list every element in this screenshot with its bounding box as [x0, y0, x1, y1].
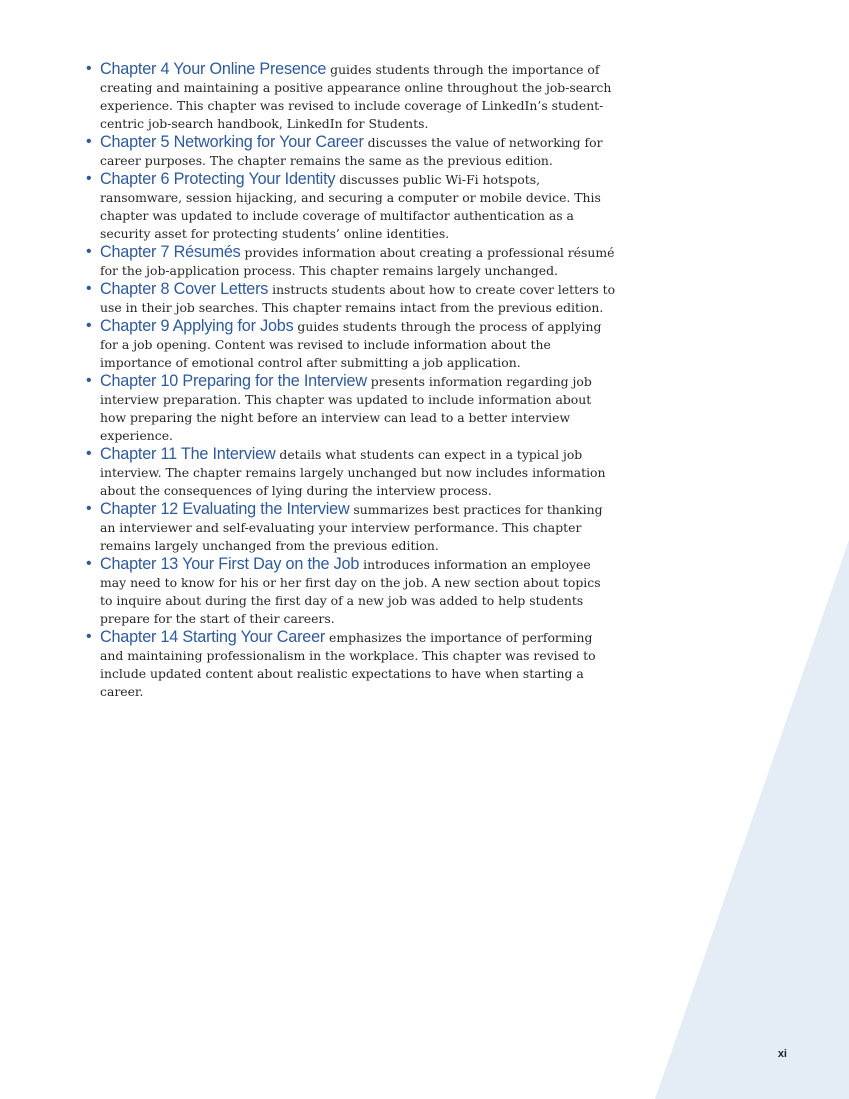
bullet-icon: • — [86, 317, 92, 334]
chapter-title: Chapter 7 Résumés — [100, 243, 241, 261]
list-item — [86, 243, 616, 280]
chapter-description: discusses public Wi-Fi hotspots, ransomware, session hijacking, and securing a computer or mobile device. This chapter was updated to include coverage of multifactor authentication as a security asset for protecting students’ online identities. — [100, 172, 601, 241]
chapter-description: guides students through the importance of creating and maintaining a positive appearance online throughout the job-search experience. This chapter was revised to include coverage of LinkedIn’s student-centric job-search handbook, LinkedIn for Students. — [100, 62, 612, 131]
list-item — [86, 372, 616, 445]
chapter-description: introduces information an employee may need to know for his or her first day on the job. A new section about topics to inquire about during the first day of a new job was added to help students prepare for the start of their careers. — [100, 557, 601, 626]
chapter-summary-section — [86, 60, 616, 701]
bullet-icon: • — [86, 60, 92, 77]
bullet-icon: • — [86, 372, 92, 389]
chapter-description: discusses the value of networking for career purposes. The chapter remains the same as the previous edition. — [100, 135, 603, 168]
list-item — [86, 170, 616, 243]
bullet-icon: • — [86, 170, 92, 187]
list-item — [86, 445, 616, 500]
chapter-title: Chapter 13 Your First Day on the Job — [100, 555, 360, 573]
chapter-description: summarizes best practices for thanking an interviewer and self-evaluating your interview performance. This chapter remains largely unchanged from the previous edition. — [100, 502, 603, 553]
list-item — [86, 60, 616, 133]
list-item — [86, 133, 616, 170]
page-number: xi — [777, 1048, 787, 1060]
chapter-title: Chapter 4 Your Online Presence — [100, 60, 327, 78]
list-item — [86, 555, 616, 628]
bullet-icon: • — [86, 500, 92, 517]
chapter-title: Chapter 11 The Interview — [100, 445, 276, 463]
list-item — [86, 280, 616, 317]
list-item — [86, 317, 616, 372]
list-item — [86, 500, 616, 555]
bullet-icon: • — [86, 133, 92, 150]
bullet-icon: • — [86, 243, 92, 260]
bullet-icon: • — [86, 555, 92, 572]
chapter-description: presents information regarding job interview preparation. This chapter was updated to include information about how preparing the night before an interview can lead to a better interview experience. — [100, 374, 592, 443]
chapter-description: details what students can expect in a typical job interview. The chapter remains largely unchanged but now includes information about the consequences of lying during the interview process. — [100, 447, 606, 498]
chapter-description: guides students through the process of applying for a job opening. Content was revised to include information about the importance of emotional control after submitting a job application. — [100, 319, 602, 370]
bullet-icon: • — [86, 628, 92, 645]
chapter-title: Chapter 6 Protecting Your Identity — [100, 170, 336, 188]
bullet-icon: • — [86, 280, 92, 297]
chapter-title: Chapter 14 Starting Your Career — [100, 628, 326, 646]
chapter-title: Chapter 9 Applying for Jobs — [100, 317, 294, 335]
chapter-description: instructs students about how to create cover letters to use in their job searches. This chapter remains intact from the previous edition. — [100, 282, 616, 315]
chapter-title: Chapter 12 Evaluating the Interview — [100, 500, 350, 518]
chapter-title: Chapter 8 Cover Letters — [100, 280, 269, 298]
list-item — [86, 628, 616, 701]
chapter-description: emphasizes the importance of performing and maintaining professionalism in the workplace. This chapter was revised to include updated content about realistic expectations to have when starting a career. — [100, 630, 596, 699]
chapter-title: Chapter 10 Preparing for the Interview — [100, 372, 367, 390]
chapter-list — [86, 60, 616, 701]
chapter-title: Chapter 5 Networking for Your Career — [100, 133, 364, 151]
bullet-icon: • — [86, 445, 92, 462]
chapter-description: provides information about creating a professional résumé for the job-application process. This chapter remains largely unchanged. — [100, 245, 615, 278]
